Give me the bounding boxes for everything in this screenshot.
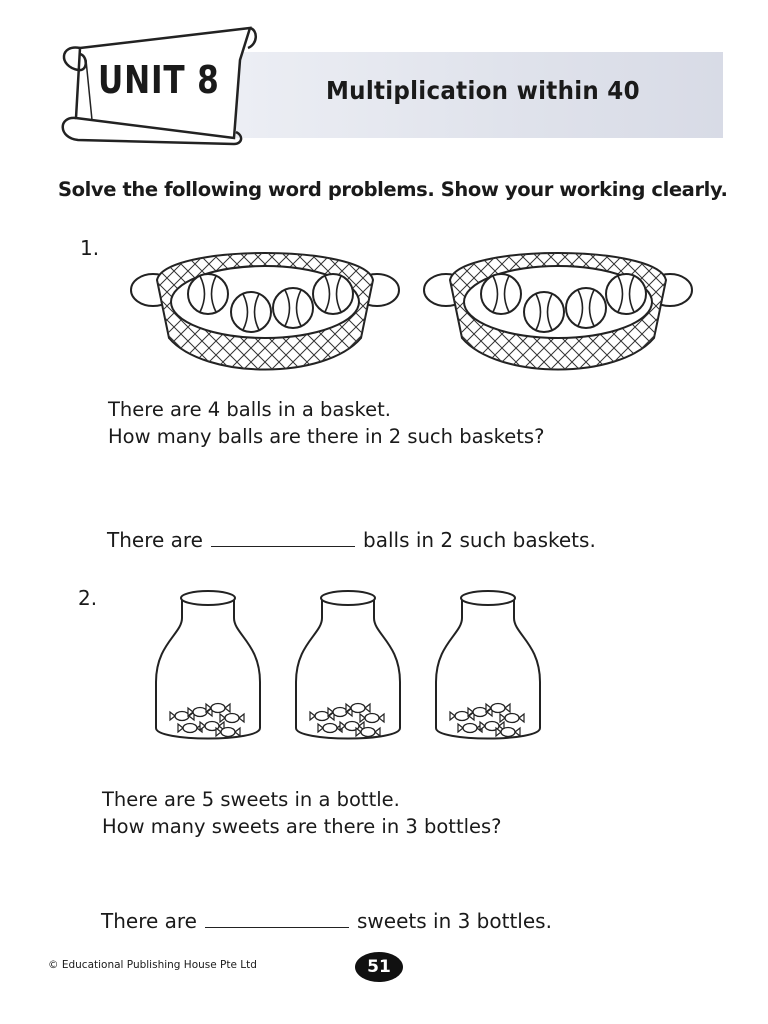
- instructions: Solve the following word problems. Show your working clearly.: [58, 178, 728, 201]
- question-2-text: [102, 786, 502, 840]
- answer-2-prefix: There are: [101, 909, 197, 933]
- answer-1-prefix: There are: [107, 528, 203, 552]
- answer-2-suffix: sweets in 3 bottles.: [357, 909, 552, 933]
- bottle-3: [436, 591, 540, 739]
- question-2-number: 2.: [78, 586, 98, 610]
- answer-1-blank[interactable]: [211, 545, 355, 547]
- question-1-answer: [107, 528, 596, 552]
- copyright-notice: © Educational Publishing House Pte Ltd: [48, 959, 257, 971]
- question-1-line-1: There are 4 balls in a basket.: [108, 398, 391, 421]
- answer-2-blank[interactable]: [205, 926, 349, 928]
- question-2-line-2: How many sweets are there in 3 bottles?: [102, 815, 502, 838]
- basket-1: [131, 253, 399, 370]
- page-number: 51: [355, 952, 403, 982]
- bottle-1: [156, 591, 260, 739]
- unit-title: Multiplication within 40: [326, 76, 640, 105]
- basket-2: [424, 253, 692, 370]
- question-1-text: [108, 396, 544, 450]
- bottle-2: [296, 591, 400, 739]
- answer-1-suffix: balls in 2 such baskets.: [363, 528, 596, 552]
- question-1-line-2: How many balls are there in 2 such baskets?: [108, 425, 545, 448]
- question-1-number: 1.: [80, 236, 100, 260]
- unit-label: UNIT 8: [98, 58, 220, 102]
- bottles-illustration: [150, 586, 550, 751]
- baskets-illustration: [130, 236, 700, 371]
- question-2-answer: [101, 909, 552, 933]
- question-2-line-1: There are 5 sweets in a bottle.: [102, 788, 400, 811]
